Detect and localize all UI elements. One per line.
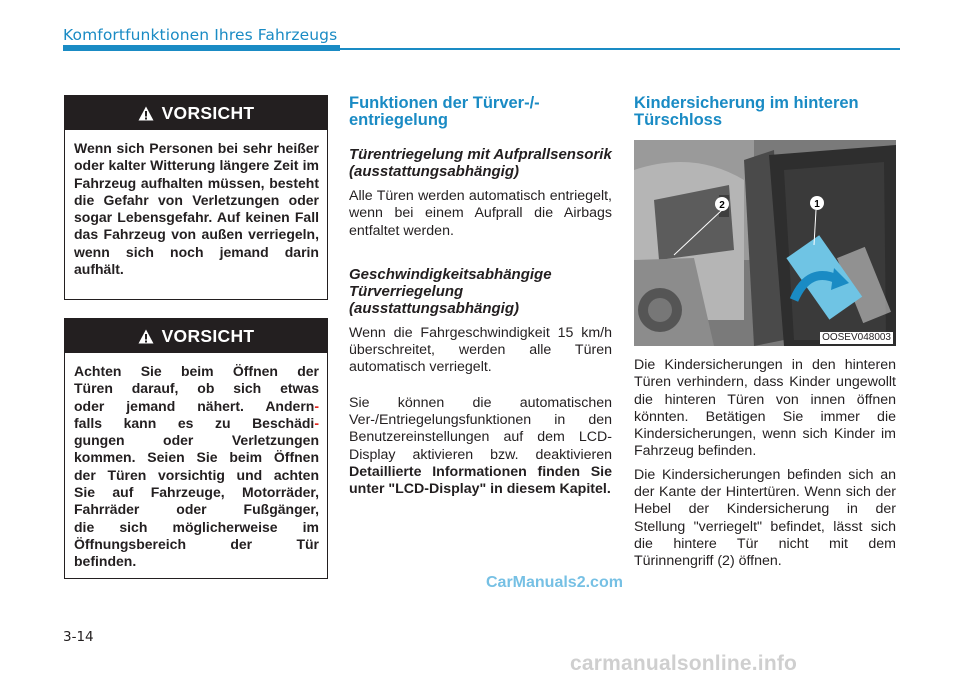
- middle-column: [349, 95, 612, 499]
- child-lock-photo: [634, 140, 896, 346]
- caution-header-1: [65, 96, 327, 130]
- paragraph-settings-bold: Detaillierte Informationen finden Sie unter "LCD-Display" in diesem Kapitel.: [349, 463, 612, 498]
- callout-2: 2: [719, 200, 725, 211]
- right-column: [634, 95, 896, 129]
- paragraph-child-lock-2: Die Kindersicherungen befinden sich an der Kante der Hintertüren. Wenn sich der Hebel der Kindersicherung in der Stellung "verriegelt" befindet, lässt sich die hintere Tür nicht mit dem Türinnengriff (2) öffnen.: [634, 466, 896, 570]
- caution-line: [74, 415, 319, 432]
- caution-line: Fahrräder oder Fußgänger,: [74, 501, 319, 518]
- caution-line: die sich möglicherweise im: [74, 518, 319, 535]
- caution-line: Achten Sie beim Öffnen der: [74, 363, 319, 379]
- subheading-crash-unlock: Türentriegelung mit Aufprallsensorik (ausstattungsabhängig): [349, 146, 612, 180]
- warning-triangle-icon: [138, 106, 154, 121]
- paragraph-settings-text: Sie können die automatischen Ver-/Entriegelungsfunktionen in den Benutzereinstellungen auf dem LCD-Display aktivieren bzw. deaktivieren: [349, 394, 612, 463]
- caution-line: kommen. Seien Sie beim Öffnen: [74, 449, 319, 466]
- caution-line: Türen darauf, ob sich etwas: [74, 380, 319, 397]
- caution-text-2: [65, 353, 327, 581]
- caution-label-1: VORSICHT: [161, 102, 255, 123]
- caution-line-text: oder jemand nähert. Andern: [74, 397, 315, 414]
- paragraph-settings: [349, 395, 612, 499]
- caution-line: [74, 398, 319, 415]
- watermark-carmanualsonline: carmanualsonline.info: [570, 652, 798, 675]
- caution-line: befinden.: [74, 553, 137, 570]
- caution-box-1: [64, 95, 328, 300]
- caution-header-2: [65, 319, 327, 353]
- caution-box-2: [64, 318, 328, 579]
- paragraph-speed-lock: Wenn die Fahrgeschwindigkeit 15 km/h überschreitet, werden alle Türen automatisch verriegelt.: [349, 324, 612, 376]
- right-column-text: [634, 357, 896, 571]
- subheading-speed-lock: Geschwindigkeitsabhängige Türverriegelung (ausstattungsabhängig): [349, 265, 552, 317]
- watermark-carmanuals2: CarManuals2.com: [486, 574, 623, 591]
- caution-text-1: Wenn sich Personen bei sehr heißer oder kalter Witterung längere Zeit im Fahrzeug aufhalten müssen, besteht die Gefahr von Verletzungen oder sogar Lebensgefahr. Auf keinen Fall das Fahrzeug von außen verriegeln, wenn sich noch jemand darin aufhält.: [74, 140, 319, 278]
- paragraph-crash-unlock: Alle Türen werden automatisch entriegelt, wenn bei einem Aufprall die Airbags entfaltet werden.: [349, 188, 612, 239]
- caution-label-2: VORSICHT: [161, 325, 255, 346]
- caution-line: gungen oder Verletzungen: [74, 432, 319, 449]
- caution-line-text: falls kann es zu Beschädi: [74, 414, 315, 431]
- section-header: Komfortfunktionen Ihres Fahrzeugs: [63, 26, 338, 44]
- caution-line: Sie auf Fahrzeuge, Motorräder,: [74, 484, 319, 501]
- hyphen-mark: -: [314, 414, 319, 431]
- hyphen-mark: -: [314, 397, 319, 414]
- caution-line: Öffnungsbereich der Tür: [74, 535, 319, 552]
- caution-line: der Türen vorsichtig und achten: [74, 466, 319, 483]
- section-heading-child-lock: Kindersicherung im hinteren Türschloss: [634, 94, 859, 129]
- header-rule-thin: [340, 48, 900, 50]
- header-rule-thick: [63, 45, 340, 51]
- paragraph-child-lock-1: Die Kindersicherungen in den hinteren Türen verhindern, dass Kinder ungewollt die hinteren Türen von innen öffnen könnten. Betätigen Sie immer die Kindersicherungen, wenn sich Kinder im Fahrzeug befinden.: [634, 357, 896, 460]
- callout-1: 1: [814, 199, 820, 210]
- page-number: 3-14: [63, 629, 94, 645]
- car-door-illustration: [634, 140, 896, 346]
- photo-code: OOSEV048003: [822, 332, 891, 343]
- section-heading-locking: Funktionen der Türver-/-entriegelung: [349, 94, 540, 129]
- warning-triangle-icon: [138, 329, 154, 344]
